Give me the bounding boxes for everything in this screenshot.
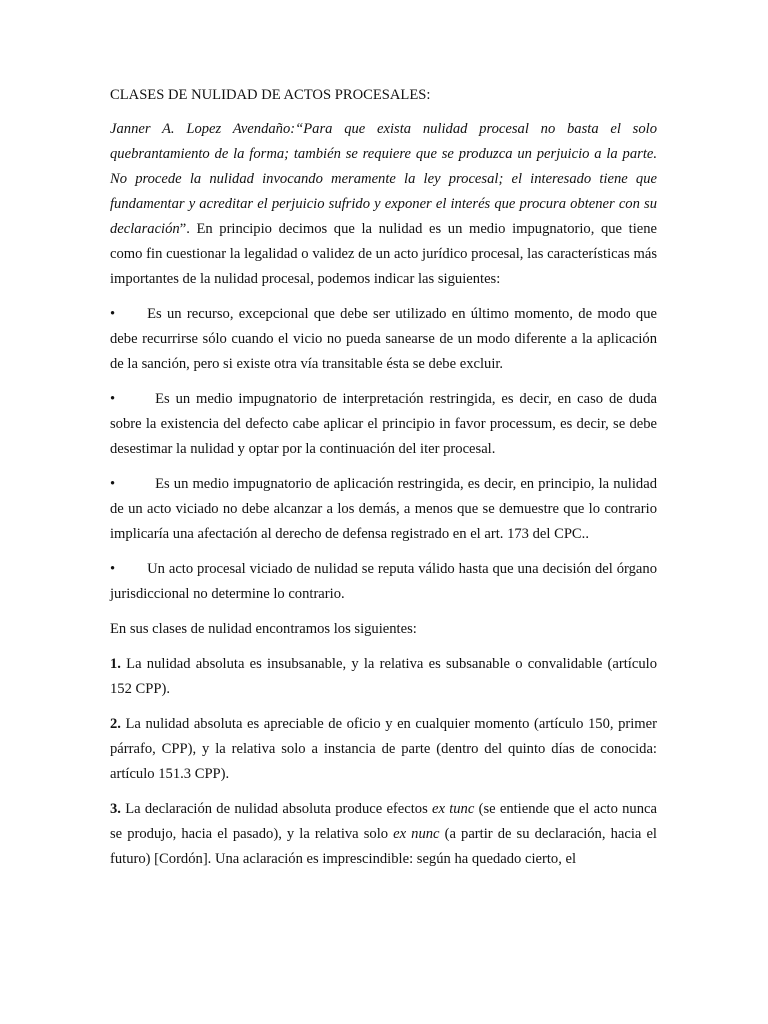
item-number: 2. [110, 716, 121, 732]
bullet-item [110, 387, 657, 462]
intro-paragraph [110, 117, 657, 292]
document-page [110, 83, 657, 882]
intro-author: Janner A. Lopez Avendaño: [110, 121, 296, 137]
bullet-text: Un acto procesal viciado de nulidad se reputa válido hasta que una decisión del órgano jurisdiccional no determine lo contrario. [110, 561, 657, 602]
numbered-item [110, 652, 657, 702]
item-text: La declaración de nulidad absoluta produce efectos [120, 801, 433, 817]
intro-quote: “Para que exista nulidad procesal no basta el solo quebrantamiento de la forma; también se requiere que se produzca un perjuicio a la parte. No procede la nulidad invocando meramente la ley procesal; el interesado tiene que fundamentar y acreditar el perjuicio sufrido y exponer el interés que procura obtener con su declaración [110, 121, 658, 237]
intro-rest: ”. En principio decimos que la nulidad es un medio impugnatorio, que tiene como fin cuestionar la legalidad o validez de un acto jurídico procesal, las características más importantes de la nulidad procesal, podemos indicar las siguientes: [110, 221, 657, 287]
bullet-symbol: • [110, 306, 116, 322]
bullet-item [110, 302, 657, 377]
bullet-symbol: • [110, 476, 116, 492]
numbered-item [110, 797, 657, 872]
numbered-item [110, 712, 657, 787]
classes-intro: En sus clases de nulidad encontramos los siguientes: [110, 621, 417, 637]
bullet-symbol: • [110, 561, 116, 577]
latin-term: ex nunc [393, 826, 440, 842]
bullet-item [110, 557, 657, 607]
item-text: La nulidad absoluta es insubsanable, y la relativa es subsanable o convalidable (artículo 152 CPP). [110, 656, 657, 697]
bullet-symbol: • [110, 391, 116, 407]
latin-term: ex tunc [432, 801, 475, 817]
item-text: (a partir de su declaración, hacia el futuro) [Cordón]. Una aclaración es imprescindible: según ha quedado cierto, el [110, 826, 657, 867]
bullet-text: Es un medio impugnatorio de interpretación restringida, es decir, en caso de duda sobre la existencia del defecto cabe aplicar el principio in favor processum, es decir, se debe desestimar la nulidad y optar por la continuación del iter procesal. [110, 391, 657, 457]
bullet-text: Es un recurso, excepcional que debe ser utilizado en último momento, de modo que debe recurrirse sólo cuando el vicio no pueda sanearse de un modo diferente a la aplicación de la sanción, pero si existe otra vía transitable ésta se debe excluir. [110, 306, 657, 372]
bullet-text: Es un medio impugnatorio de aplicación restringida, es decir, en principio, la nulidad de un acto viciado no debe alcanzar a los demás, a menos que se demuestre que lo contrario implicaría una afectación al derecho de defensa registrado en el art. 173 del CPC.. [110, 476, 657, 542]
bullet-item [110, 472, 657, 547]
document-title: CLASES DE NULIDAD DE ACTOS PROCESALES: [110, 87, 431, 103]
item-number: 3. [110, 801, 121, 817]
item-number: 1. [110, 656, 121, 672]
item-text: (se entiende que el acto nunca se produjo, hacia el pasado), y la relativa solo [110, 801, 657, 842]
item-text: La nulidad absoluta es apreciable de oficio y en cualquier momento (artículo 150, primer párrafo, CPP), y la relativa solo a instancia de parte (dentro del quinto días de conocida: artículo 151.3 CPP). [110, 716, 657, 782]
